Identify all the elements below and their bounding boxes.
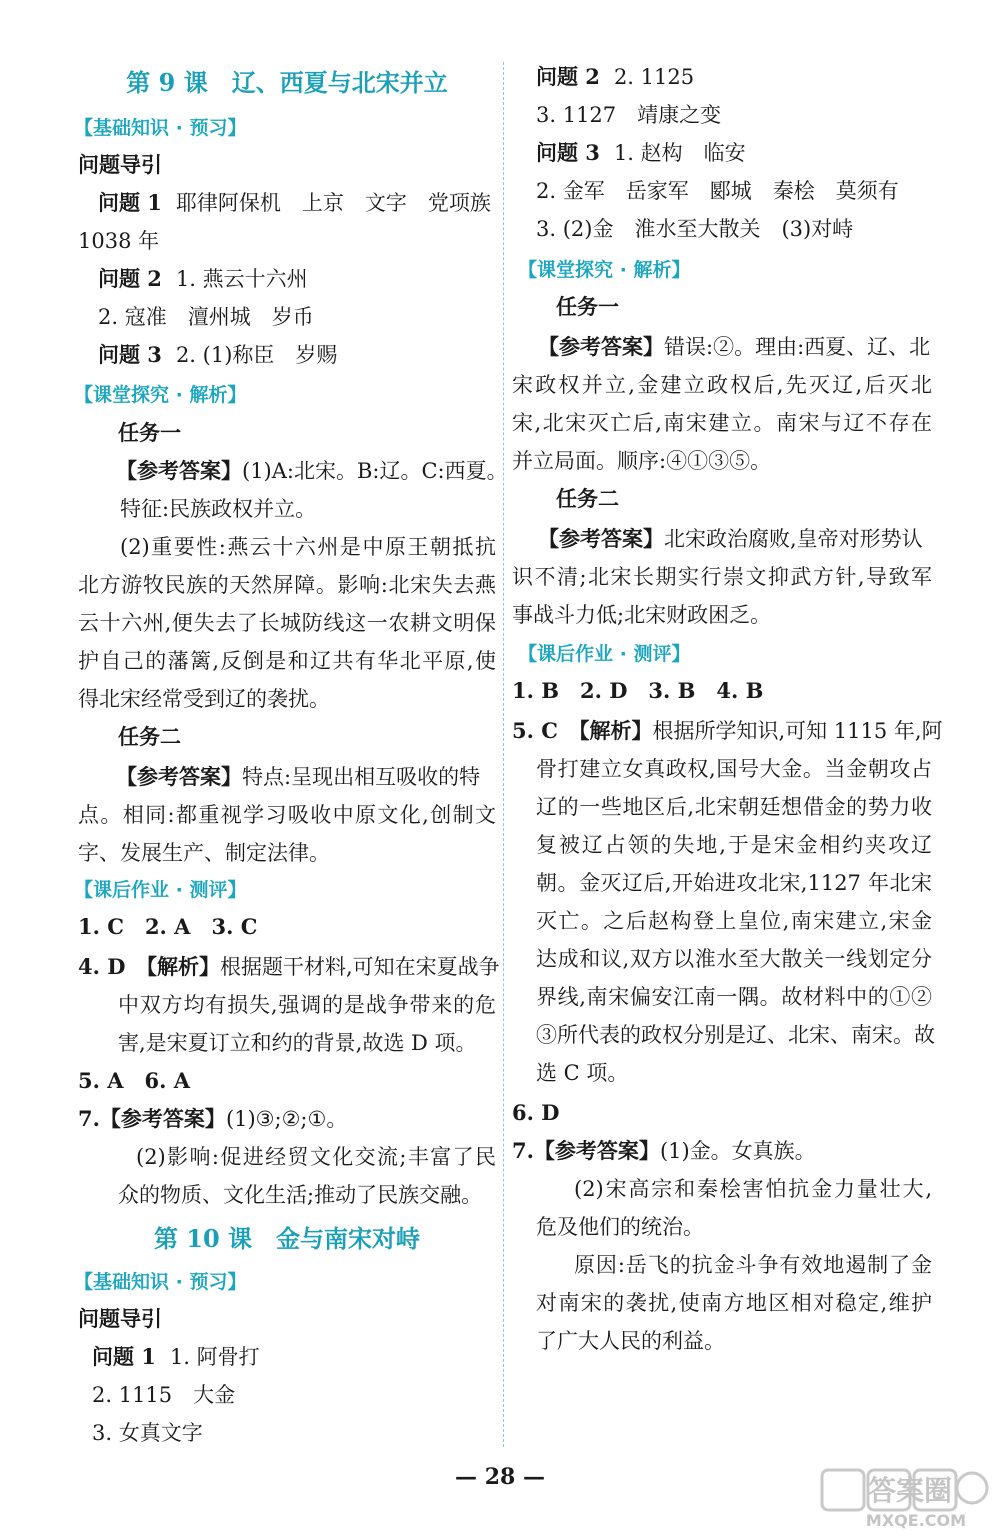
- hw-7: [78, 1104, 347, 1134]
- r-hw-5d: 复被辽占领的失地,于是宋金相约夹攻辽: [536, 833, 932, 857]
- r-t1-l3: 宋,北宋灭亡后,南宋建立。南宋与辽不存在: [512, 411, 932, 435]
- hw-7c: 众的物质、文化生活;推动了民族交融。: [118, 1183, 483, 1207]
- r-t1-l2: 宋政权并立,金建立政权后,先灭辽,后灭北: [512, 373, 932, 397]
- q2-label: 问题 2: [98, 266, 162, 291]
- q3-text: 2. (1)称臣 岁赐: [175, 343, 338, 367]
- q1-line: [98, 188, 491, 218]
- watermark-circle: [957, 1473, 987, 1503]
- r-hw-7e: 对南宋的袭扰,使南方地区相对稳定,维护: [536, 1291, 932, 1315]
- t2-l1: [116, 762, 480, 792]
- t1-l2: 特征:民族政权并立。: [120, 497, 317, 521]
- task2-heading: 任务二: [118, 724, 181, 749]
- l10-q1-3: 3. 女真文字: [92, 1421, 203, 1445]
- section-basic-2: 【基础知识 · 预习】: [74, 1271, 247, 1293]
- r-hw-7b: (2)宋高宗和秦桧害怕抗金力量壮大,: [574, 1177, 932, 1201]
- r-q3-3: 3. (2)金 淮水至大散关 (3)对峙: [536, 217, 854, 241]
- r-q3: [536, 138, 746, 168]
- section-homework: 【课后作业 · 测评】: [74, 879, 247, 901]
- r-q3-label: 问题 3: [536, 140, 600, 165]
- r-q3-text: 1. 赵构 临安: [613, 141, 746, 165]
- r-hw-5e: 朝。金灭辽后,开始进攻北宋,1127 年北宋: [536, 871, 932, 895]
- r-q2: [536, 62, 694, 92]
- column-divider: [503, 62, 504, 1447]
- r-hw-7-text: (1)金。女真族。: [659, 1139, 816, 1163]
- l10-q1: [92, 1342, 260, 1372]
- t1-l3: (2)重要性:燕云十六州是中原王朝抵抗: [120, 535, 496, 559]
- hw-4: [78, 952, 500, 982]
- r-t2-l2: 识不清;北宋长期实行崇文抑武方针,导致军: [512, 565, 932, 589]
- hw-7-text: (1)③;②;①。: [225, 1107, 348, 1131]
- answer-label: 【参考答案】: [538, 334, 664, 359]
- answer-label: 【参考答案】: [116, 458, 242, 483]
- r-t1-l1: [538, 332, 930, 362]
- r-hw-6: 6. D: [512, 1100, 560, 1125]
- q1-label: 问题 1: [98, 190, 162, 215]
- lesson-9-title: 第 9 课 辽、西夏与北宋并立: [126, 68, 448, 97]
- task1-heading: 任务一: [118, 420, 181, 445]
- r-hw-5j: 选 C 项。: [536, 1061, 629, 1085]
- hw-5: 5. A 6. A: [78, 1068, 191, 1093]
- r-t1-l4: 并立局面。顺序:④①③⑤。: [512, 449, 772, 473]
- t2-l3: 字、发展生产、制定法律。: [78, 841, 330, 865]
- watermark-url: MXQE.COM: [865, 1511, 967, 1530]
- r-t1-l1-text: 错误:②。理由:西夏、辽、北: [664, 335, 931, 359]
- r-task1-heading: 任务一: [556, 294, 619, 319]
- q3-label: 问题 3: [98, 342, 162, 367]
- t1-l1: [116, 456, 508, 486]
- q1-cont: 1038 年: [78, 229, 160, 253]
- l10-q1-label: 问题 1: [92, 1344, 156, 1369]
- r-hw-5b: 骨打建立女真政权,国号大金。当金朝攻占: [536, 757, 932, 781]
- l10-q1-text: 1. 阿骨打: [169, 1345, 260, 1369]
- r-t2-l1: [538, 524, 923, 554]
- l10-q1-2: 2. 1115 大金: [92, 1383, 236, 1407]
- r-t2-l1-text: 北宋政治腐败,皇帝对形势认: [664, 527, 923, 551]
- q2-text: 1. 燕云十六州: [175, 267, 308, 291]
- r-hw-5i: ③所代表的政权分别是辽、北宋、南宋。故: [536, 1023, 935, 1047]
- q2-line: [98, 264, 308, 294]
- r-task2-heading: 任务二: [556, 486, 619, 511]
- answer-label: 【参考答案】: [116, 764, 242, 789]
- t1-l4: 北方游牧民族的天然屏障。影响:北宋失去燕: [78, 573, 496, 597]
- q2-2: 2. 寇准 澶州城 岁币: [98, 305, 314, 329]
- t1-l7: 得北宋经常受到辽的袭扰。: [78, 687, 330, 711]
- watermark-box-1: [822, 1470, 864, 1510]
- hw-7b: (2)影响:促进经贸文化交流;丰富了民: [136, 1145, 496, 1169]
- t1-l5: 云十六州,便失去了长城防线这一农耕文明保: [78, 611, 496, 635]
- r-hw-5-label: 5. C 【解析】: [512, 718, 653, 743]
- hw-4-text: 根据题干材料,可知在宋夏战争: [219, 955, 500, 979]
- lesson-10-title: 第 10 课 金与南宋对峙: [153, 1224, 421, 1253]
- hw-1: 1. C 2. A 3. C: [78, 914, 258, 939]
- t2-l1-text: 特点:呈现出相互吸收的特: [242, 765, 481, 789]
- t1-l1-text: (1)A:北宋。B:辽。C:西夏。: [242, 459, 508, 483]
- hw-4b: 中双方均有损失,强调的是战争带来的危: [118, 993, 496, 1017]
- r-q3-2: 2. 金军 岳家军 郾城 秦桧 莫须有: [536, 179, 899, 203]
- r-hw-7-label: 7.【参考答案】: [512, 1138, 660, 1163]
- answer-label: 【参考答案】: [538, 526, 664, 551]
- watermark-text: 答案圈: [867, 1474, 953, 1507]
- q3-line: [98, 340, 337, 370]
- r-hw-7: [512, 1136, 816, 1166]
- r-hw-5c: 辽的一些地区后,北宋朝廷想借金的势力收: [536, 795, 932, 819]
- r-q2-text: 2. 1125: [613, 65, 695, 89]
- hw-4-label: 4. D 【解析】: [78, 954, 220, 979]
- r-hw-1: 1. B 2. D 3. B 4. B: [512, 678, 764, 703]
- r-hw-5: [512, 716, 943, 746]
- r-hw-5g: 达成和议,双方以淮水至大散关一线划定分: [536, 947, 932, 971]
- intro-heading: 问题导引: [78, 152, 162, 177]
- r-q2-3: 3. 1127 靖康之变: [536, 103, 722, 127]
- r-section-homework: 【课后作业 · 测评】: [518, 643, 691, 665]
- r-q2-label: 问题 2: [536, 64, 600, 89]
- r-hw-7d: 原因:岳飞的抗金斗争有效地遏制了金: [574, 1253, 932, 1277]
- section-explore: 【课堂探究 · 解析】: [74, 384, 247, 406]
- r-section-explore: 【课堂探究 · 解析】: [518, 259, 691, 281]
- hw-4c: 害,是宋夏订立和约的背景,故选 D 项。: [118, 1031, 477, 1055]
- section-basic: 【基础知识 · 预习】: [74, 117, 247, 139]
- t1-l6: 护自己的藩篱,反倒是和辽共有华北平原,使: [78, 649, 496, 673]
- r-hw-7f: 了广大人民的利益。: [536, 1329, 725, 1353]
- intro-heading-2: 问题导引: [78, 1306, 162, 1331]
- watermark-logo: [820, 1468, 990, 1530]
- r-t2-l3: 事战斗力低;北宋财政困乏。: [512, 603, 772, 627]
- q1-text: 耶律阿保机 上京 文字 党项族: [175, 191, 491, 215]
- t2-l2: 点。相同:都重视学习吸收中原文化,创制文: [78, 803, 496, 827]
- r-hw-5-text: 根据所学知识,可知 1115 年,阿: [652, 719, 943, 743]
- page-number: — 28 —: [455, 1464, 545, 1490]
- hw-7-label: 7.【参考答案】: [78, 1106, 226, 1131]
- r-hw-5f: 灭亡。之后赵构登上皇位,南宋建立,宋金: [536, 909, 932, 933]
- r-hw-7c: 危及他们的统治。: [536, 1215, 704, 1239]
- r-hw-5h: 界线,南宋偏安江南一隅。故材料中的①②: [536, 985, 932, 1009]
